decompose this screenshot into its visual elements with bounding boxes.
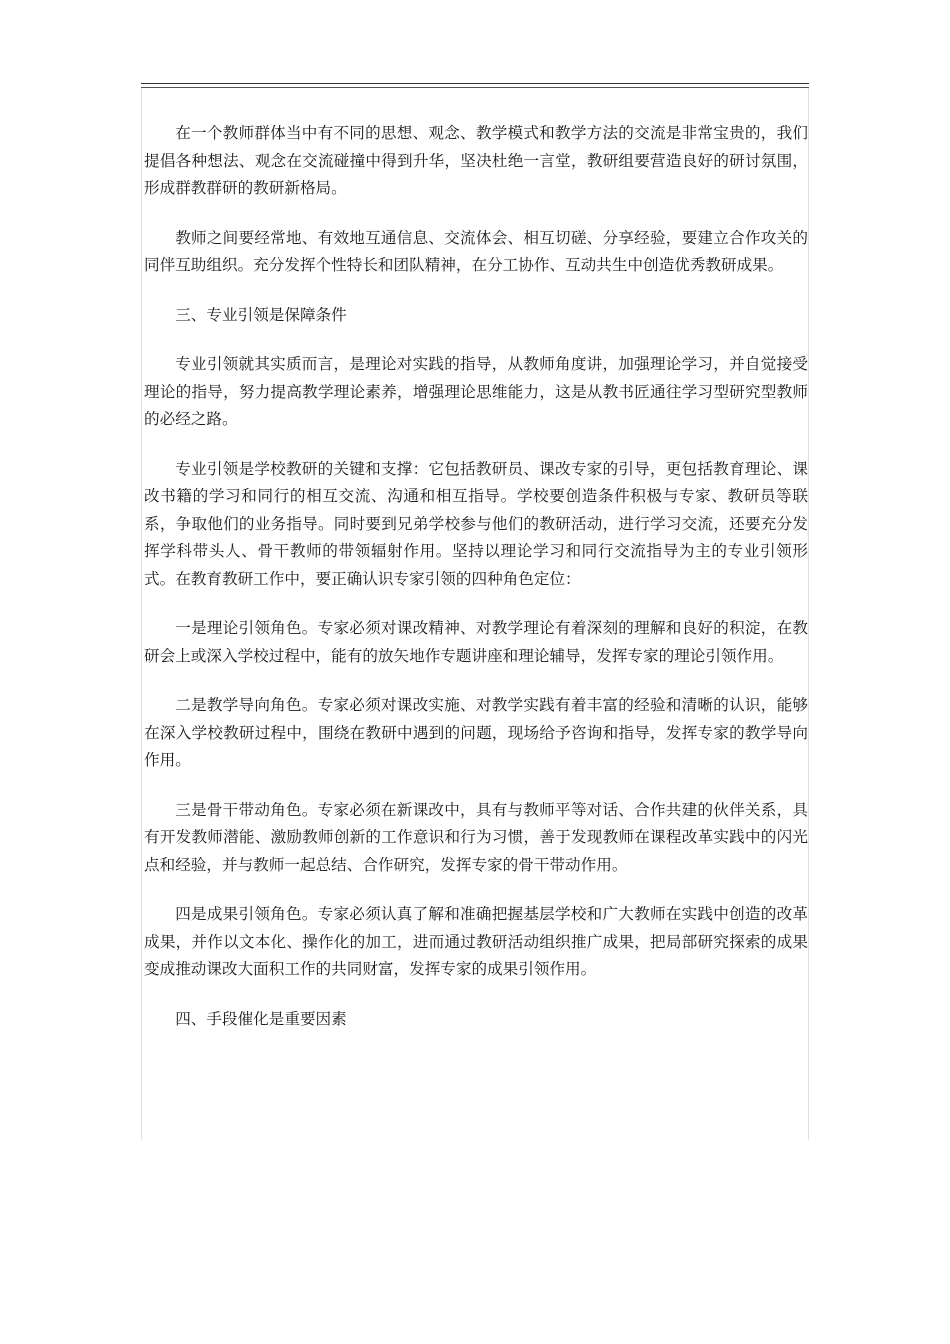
section-heading-professional-guidance: 三、专业引领是保障条件 xyxy=(175,305,347,324)
header-rule-top xyxy=(141,83,809,84)
paragraph-guidance-essence: 专业引领就其实质而言，是理论对实践的指导，从教师角度讲，加强理论学习，并自觉接受理论的指导，努力提高教学理论素养，增强理论思维能力，这是从教书匠通往学习型研究型教师的必经之路。 xyxy=(144,355,808,428)
paragraph-role-backbone: 三是骨干带动角色。专家必须在新课改中，具有与教师平等对话、合作共建的伙伴关系，具有开发教师潜能、激励教师创新的工作意识和行为习惯，善于发现教师在课程改革实践中的闪光点和经验，并与教师一起总结、合作研究，发挥专家的骨干带动作用。 xyxy=(144,800,808,874)
paragraph-peer-collaboration: 教师之间要经常地、有效地互通信息、交流体会、相互切磋、分享经验，要建立合作攻关的同伴互助组织。充分发挥个性特长和团队精神，在分工协作、互动共生中创造优秀教研成果。 xyxy=(144,228,808,274)
paragraph-group-discussion: 在一个教师群体当中有不同的思想、观念、教学模式和教学方法的交流是非常宝贵的，我们提倡各种想法、观念在交流碰撞中得到升华，坚决杜绝一言堂，教研组要营造良好的研讨氛围，形成群教群研的教研新格局。 xyxy=(144,124,808,197)
paragraph-role-achievement: 四是成果引领角色。专家必须认真了解和准确把握基层学校和广大教师在实践中创造的改革成果，并作以文本化、操作化的加工，进而通过教研活动组织推广成果，把局部研究探索的成果变成推动课改大面积工作的共同财富，发挥专家的成果引领作用。 xyxy=(144,905,808,978)
paragraph-role-teaching: 二是教学导向角色。专家必须对课改实施、对教学实践有着丰富的经验和清晰的认识，能够在深入学校教研过程中，围绕在教研中遇到的问题，现场给予咨询和指导，发挥专家的教学导向作用。 xyxy=(144,696,808,769)
document-body xyxy=(144,120,808,1055)
paragraph-role-theory: 一是理论引领角色。专家必须对课改精神、对教学理论有着深刻的理解和良好的积淀，在教研会上或深入学校过程中，能有的放矢地作专题讲座和理论辅导，发挥专家的理论引领作用。 xyxy=(144,619,808,665)
paragraph-guidance-key: 专业引领是学校教研的关键和支撑：它包括教研员、课改专家的引导，更包括教育理论、课改书籍的学习和同行的相互交流、沟通和相互指导。学校要创造条件积极与专家、教研员等联系，争取他们的业务指导。同时要到兄弟学校参与他们的教研活动，进行学习交流，还要充分发挥学科带头人、骨干教师的带领辐射作用。坚持以理论学习和同行交流指导为主的专业引领形式。在教育教研工作中，要正确认识专家引领的四种角色定位： xyxy=(144,459,808,588)
section-heading-means-catalysis: 四、手段催化是重要因素 xyxy=(175,1009,347,1028)
